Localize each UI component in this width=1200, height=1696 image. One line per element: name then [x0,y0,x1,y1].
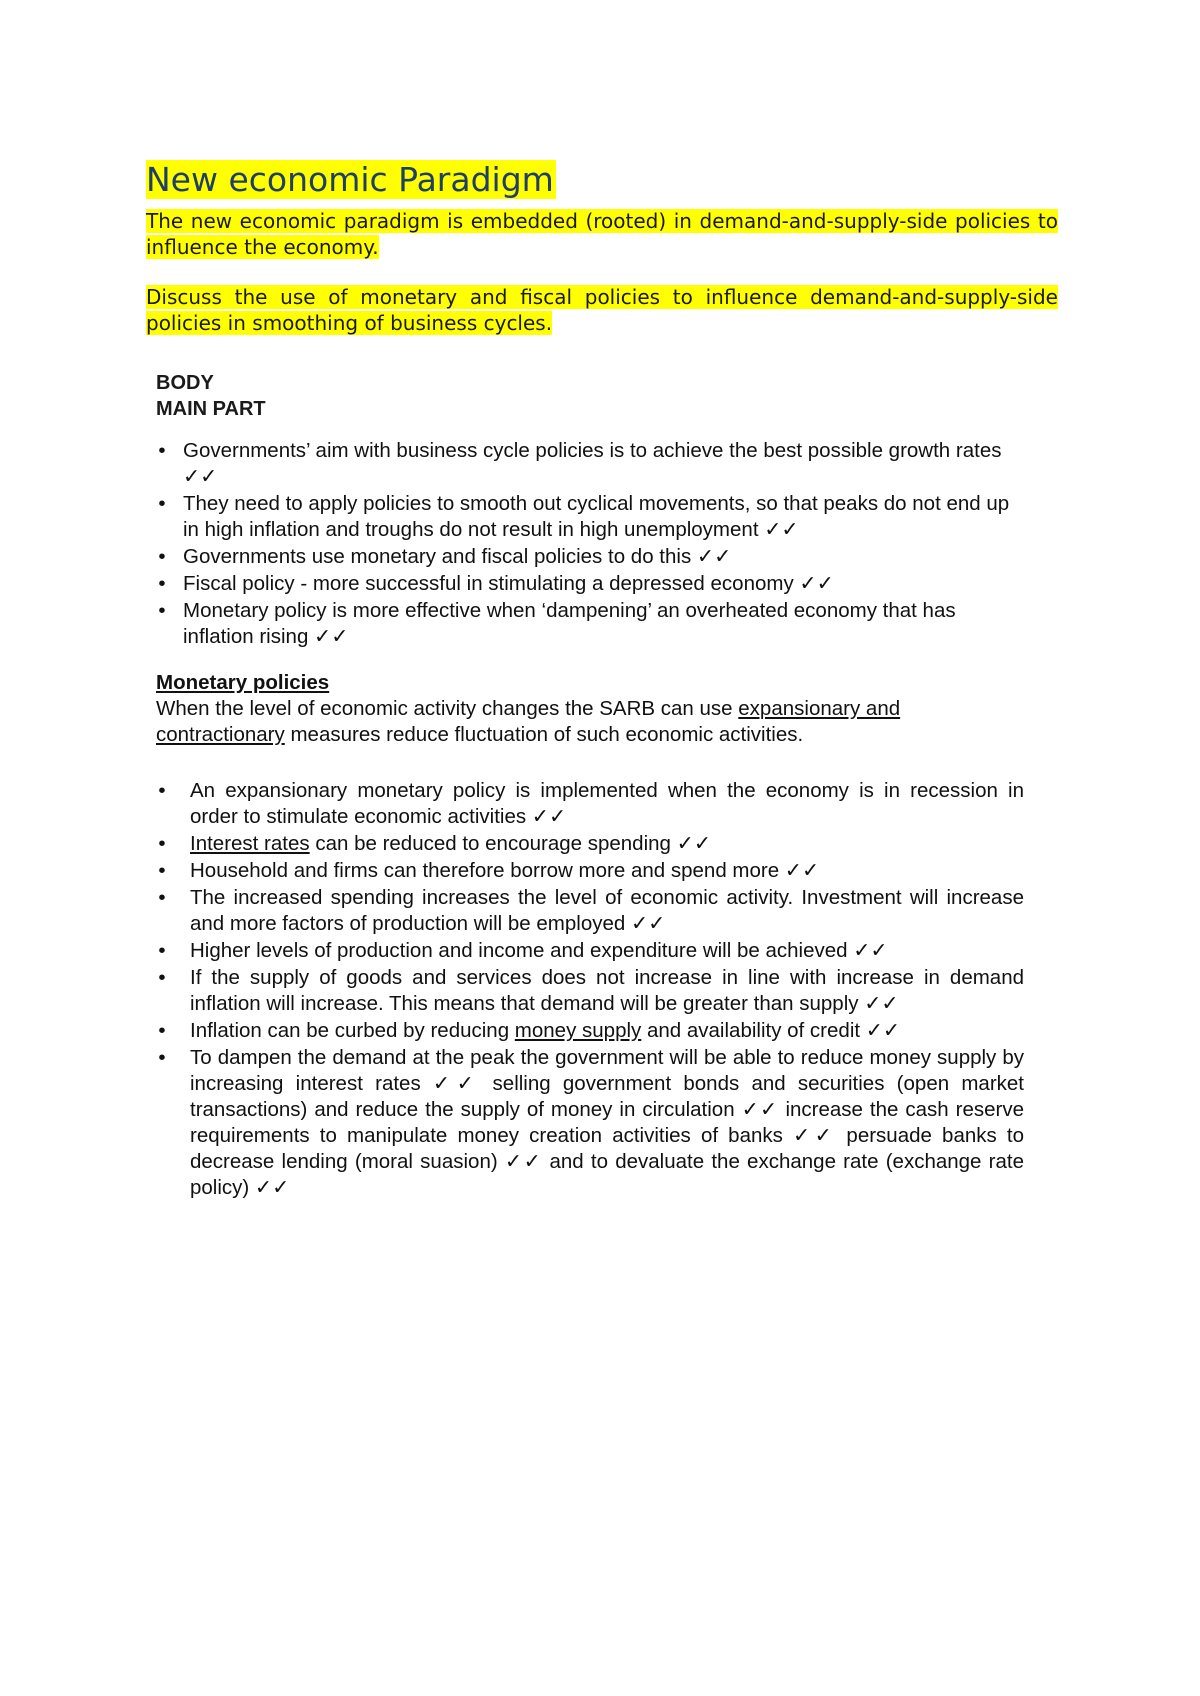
list-item-text-after: and availability of credit ✓✓ [641,1019,901,1042]
list-item-text: If the supply of goods and services does not increase in line with increase in demand inflation will increase. This means that demand will be greater than supply ✓✓ [190,966,1024,1015]
monetary-points-list [156,778,1024,1202]
list-item [156,965,1024,1017]
bullet-icon: • [158,599,166,622]
list-item [156,1018,1024,1044]
list-item-text: Governments’ aim with business cycle policies is to achieve the best possible growth rates ✓✓ [183,439,1002,488]
bullet-icon: • [158,545,166,568]
page-title-text: New economic Paradigm [146,160,554,199]
bullet-icon: • [158,966,166,989]
question-paragraph [146,284,1058,336]
list-item [156,491,1026,543]
body-heading: BODY [156,372,214,394]
bullet-icon: • [158,939,166,962]
list-item [156,438,1026,490]
list-item-text-before: Inflation can be curbed by reducing [190,1019,515,1042]
list-item [156,778,1024,830]
bullet-icon: • [158,1019,166,1042]
list-item-text: Household and firms can therefore borrow more and spend more ✓✓ [190,859,820,882]
list-item [156,831,1024,857]
bullet-icon: • [158,439,166,462]
list-item [156,544,1026,570]
intro-paragraph-text: The new economic paradigm is embedded (rooted) in demand-and-supply-side policies to influence the economy. [146,209,1058,259]
list-item [156,885,1024,937]
body-headings [156,370,1026,422]
monetary-section-header [156,670,956,748]
monetary-intro [156,696,946,748]
list-item-text [190,831,1024,857]
list-item [156,571,1026,597]
money-supply-term: money supply [514,1019,642,1042]
monetary-intro-part-2: measures reduce fluctuation of such economic activities. [284,723,804,746]
bullet-icon: • [158,886,166,909]
list-item-text: Higher levels of production and income and expenditure will be achieved ✓✓ [190,939,888,962]
monetary-intro-part-1: When the level of economic activity changes the SARB can use [156,697,739,720]
list-item [156,938,1024,964]
list-item-text: They need to apply policies to smooth out cyclical movements, so that peaks do not end up in high inflation and troughs do not result in high unemployment ✓✓ [183,492,1010,541]
list-item-text: An expansionary monetary policy is implemented when the economy is in recession in order to stimulate economic activities ✓✓ [190,779,1024,828]
list-item-text-rest: can be reduced to encourage spending ✓✓ [309,832,711,855]
main-points-list [156,438,1026,651]
list-item [156,858,1024,884]
list-item-text: Monetary policy is more effective when ‘dampening’ an overheated economy that has inflation rising ✓✓ [183,599,956,648]
bullet-icon: • [158,832,166,855]
list-item-text [190,1018,1024,1044]
interest-rates-term: Interest rates [190,832,310,855]
monetary-policies-heading: Monetary policies [156,671,330,694]
list-item-text: To dampen the demand at the peak the government will be able to reduce money supply by increasing interest rates ✓✓ selling government bonds and securities (open market transactions) and reduce the supply of money in circulation ✓✓ increase the cash reserve requirements to manipulate money creation activities of banks ✓✓ persuade banks to decrease lending (moral suasion) ✓✓ and to devaluate the exchange rate (exchange rate policy) ✓✓ [190,1046,1024,1199]
list-item-text: The increased spending increases the level of economic activity. Investment will increase and more factors of production will be employed ✓✓ [190,886,1024,935]
bullet-icon: • [158,492,166,515]
question-paragraph-text: Discuss the use of monetary and fiscal policies to influence demand-and-supply-side policies in smoothing of business cycles. [146,285,1058,335]
monetary-intro-underlined: expansionary and contractionary [156,697,901,746]
main-part-heading: MAIN PART [156,398,266,420]
bullet-icon: • [158,1046,166,1069]
bullet-icon: • [158,859,166,882]
intro-paragraph [146,208,1058,260]
page-title [146,158,556,202]
list-item-text: Fiscal policy - more successful in stimulating a depressed economy ✓✓ [183,572,834,595]
bullet-icon: • [158,779,166,802]
bullet-icon: • [158,572,166,595]
list-item [156,598,1026,650]
list-item [156,1045,1024,1201]
list-item-text: Governments use monetary and fiscal policies to do this ✓✓ [183,545,732,568]
